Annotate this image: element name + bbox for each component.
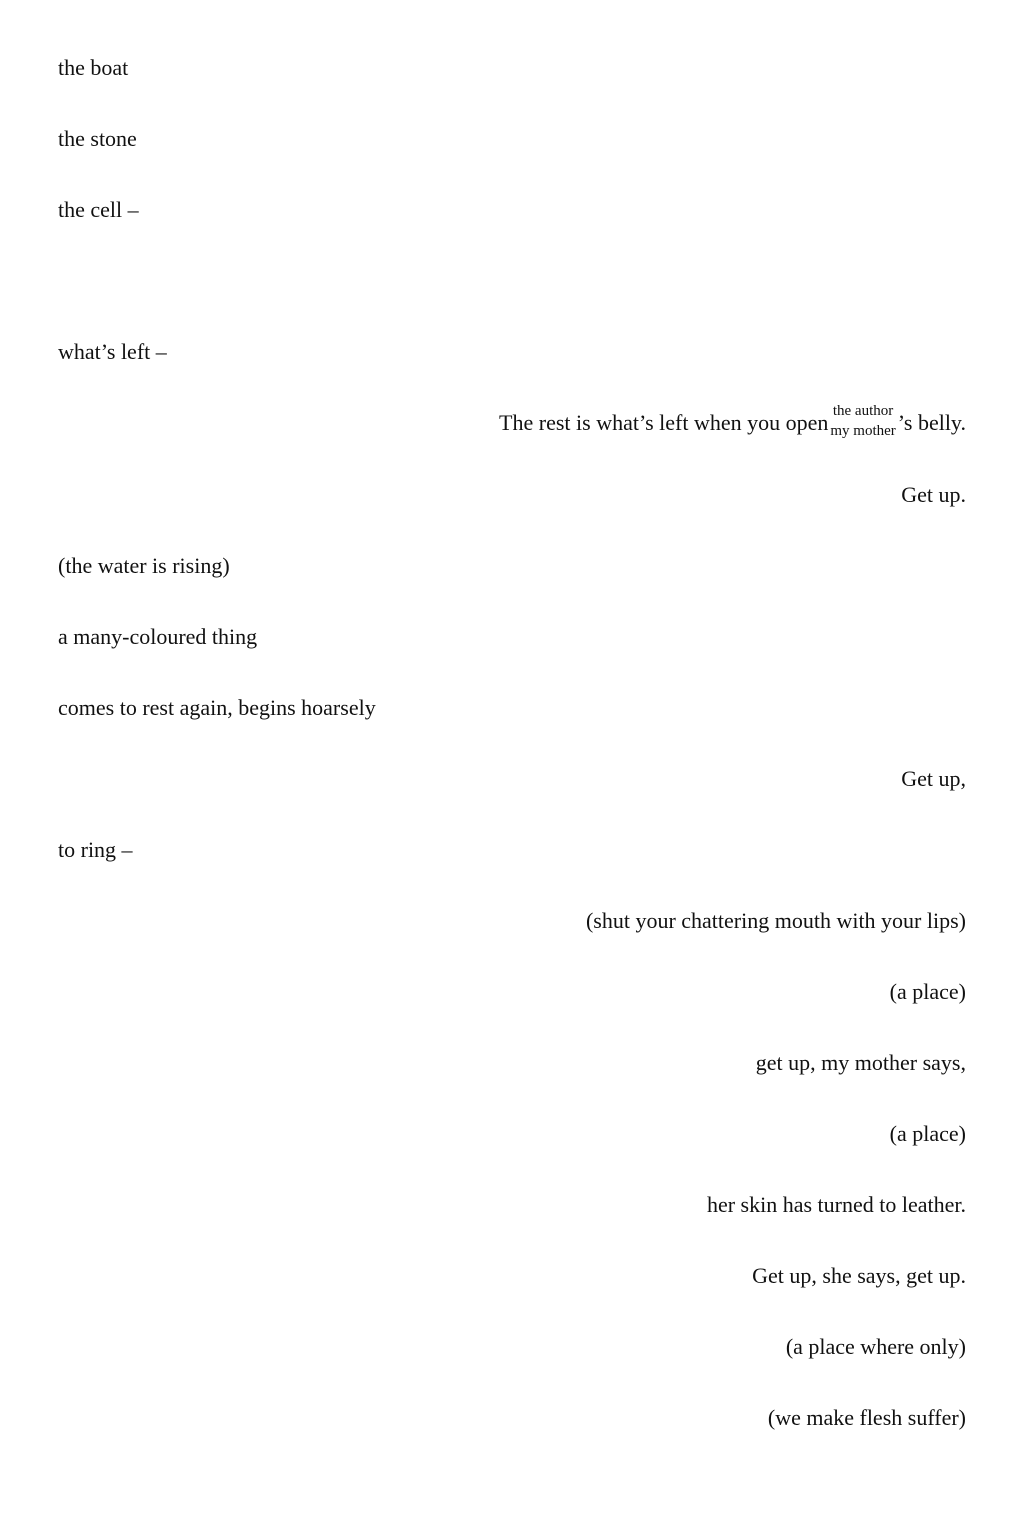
poem-line-whats-left: what’s left – [58,339,167,364]
poem-line-a-place-2: (a place) [889,1121,966,1146]
stacked-word-top: the author [832,403,894,420]
poem-line-the-stone: the stone [58,126,137,151]
poem-line-shut-your-mouth: (shut your chattering mouth with your lips) [585,908,966,933]
poem-line-the-rest-after: ’s belly. [897,410,966,435]
stacked-word-bottom: my mother [830,422,896,439]
poem-line-a-place-1: (a place) [889,979,966,1004]
poem-line-many-coloured: a many-coloured thing [58,624,258,649]
poem-line-flesh-suffer: (we make flesh suffer) [767,1405,966,1430]
poem-line-get-up-1: Get up. [901,482,966,507]
poem-line-get-up-2: Get up, [901,766,966,791]
poem-line-place-where-only: (a place where only) [785,1334,966,1359]
poem-line-the-boat: the boat [58,55,129,80]
poem-line-the-cell: the cell – [58,197,139,222]
poem-line-skin-leather: her skin has turned to leather. [706,1192,966,1217]
poem-line-she-says-get-up: Get up, she says, get up. [752,1263,966,1288]
poem-line-to-ring: to ring – [58,837,133,862]
poem-line-the-rest [499,405,966,444]
poem-line-the-rest-before: The rest is what’s left when you open [499,410,829,435]
poem-line-mother-says: get up, my mother says, [755,1050,966,1075]
poem-line-comes-to-rest: comes to rest again, begins hoarsely [58,695,376,720]
stacked-alternative-words [830,402,895,441]
poem-line-water-rising: (the water is rising) [58,553,230,578]
